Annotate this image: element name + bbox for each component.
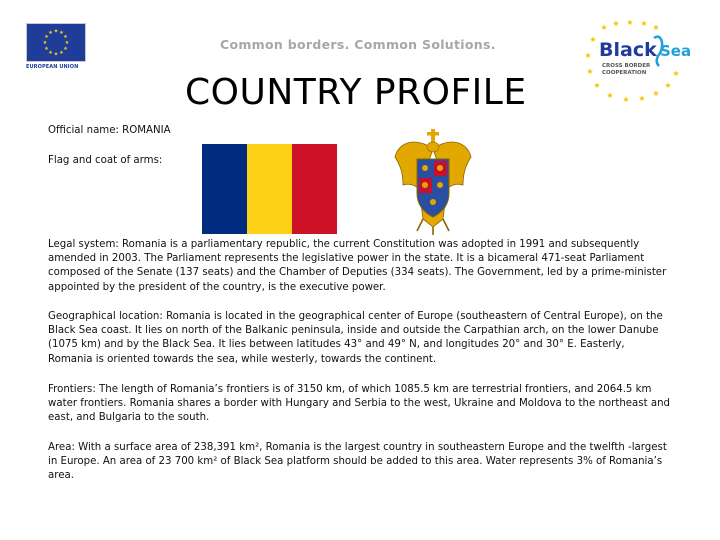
black-sea-logo-sub2: COOPERATION	[602, 70, 647, 76]
svg-text:★: ★	[53, 51, 59, 58]
star-ring-icon	[584, 18, 679, 104]
svg-text:★: ★	[664, 81, 672, 90]
coat-of-arms-icon	[393, 127, 473, 237]
eu-logo	[26, 23, 86, 70]
svg-text:★: ★	[593, 81, 601, 90]
black-sea-cbc-logo	[584, 18, 696, 104]
svg-text:★: ★	[44, 34, 49, 40]
svg-text:★: ★	[59, 50, 64, 56]
slogan: Common borders. Common Solutions.	[220, 37, 496, 52]
svg-text:★: ★	[640, 19, 648, 28]
black-sea-logo-word2: Sea	[660, 42, 692, 60]
svg-text:★: ★	[64, 40, 70, 46]
svg-text:★: ★	[622, 95, 630, 104]
eu-logo-caption: EUROPEAN UNION	[26, 64, 79, 70]
svg-text:★: ★	[652, 89, 660, 98]
section-label: Area:	[48, 442, 75, 453]
svg-text:★: ★	[63, 46, 68, 52]
svg-text:★: ★	[63, 34, 68, 40]
svg-text:★: ★	[626, 18, 634, 27]
svg-text:★: ★	[44, 46, 49, 52]
section-label: Legal system:	[48, 239, 119, 250]
section-label: Geographical location:	[48, 311, 163, 322]
section-text: Romania is a parliamentary republic, the current Constitution was adopted in 1991 and subsequently amended in 2003. The Parliament represents the legislative power in the state. It is a bicameral 471-seat Parliament composed of the Senate (137 seats) and the Chamber of Deputies (334 seats). The Government, led by a prime-minister appointed by the president of the country, is the executive power.	[48, 239, 667, 293]
svg-text:★: ★	[53, 28, 59, 35]
flag-stripe-blue	[202, 144, 247, 234]
svg-text:★: ★	[612, 19, 620, 28]
section-text: Romania is located in the geographical center of Europe (southeastern of Central Europe), on the Black Sea coast. It lies on north of the Balkanic peninsula, inside and outside the Carpathian arch, on the lower Danube (1075 km) and by the Black Sea. It lies between latitudes 43° and 49° N, and longitudes 20° and 30° E. Easterly, Romania is oriented towards the sea, while westerly, towards the continent.	[48, 311, 663, 365]
svg-text:★: ★	[59, 30, 64, 36]
section-text: With a surface area of 238,391 km², Romania is the largest country in southeastern Europe and the twelfth -largest in Europe. An area of 23 700 km² of Black Sea platform should be added to this area. Water represents 3% of Romania’s area.	[48, 442, 667, 482]
section-text: The length of Romania’s frontiers is of 3150 km, of which 1085.5 km are terrestrial frontiers, and 2064.5 km water frontiers. Romania shares a border with Hungary and Serbia to the west, Ukraine and Moldova to the northeast and east, and Bulgaria to the south.	[48, 384, 671, 424]
svg-text:★: ★	[606, 91, 614, 100]
official-name: Official name: ROMANIA	[48, 125, 171, 136]
svg-text:★: ★	[48, 50, 53, 56]
svg-text:★: ★	[48, 30, 53, 36]
romania-flag	[202, 144, 337, 234]
section-frontiers	[48, 383, 670, 426]
section-geographical-location	[48, 310, 670, 367]
svg-text:★: ★	[600, 23, 608, 32]
section-label: Frontiers:	[48, 384, 96, 395]
flag-label: Flag and coat of arms:	[48, 155, 163, 166]
black-sea-logo-sub1: CROSS BORDER	[602, 63, 651, 69]
section-area	[48, 441, 670, 484]
black-sea-logo-word1: Black	[599, 39, 657, 61]
svg-text:★: ★	[672, 69, 680, 78]
svg-text:★: ★	[638, 94, 646, 103]
section-legal-system	[48, 238, 670, 295]
svg-text:★: ★	[589, 35, 597, 44]
svg-text:★: ★	[42, 40, 48, 46]
svg-text:★: ★	[586, 67, 594, 76]
svg-text:★: ★	[652, 23, 660, 32]
flag-stripe-red	[292, 144, 337, 234]
flag-stripe-yellow	[247, 144, 292, 234]
eu-flag-icon	[26, 23, 86, 62]
svg-text:★: ★	[584, 51, 592, 60]
page-title: COUNTRY PROFILE	[185, 72, 527, 113]
